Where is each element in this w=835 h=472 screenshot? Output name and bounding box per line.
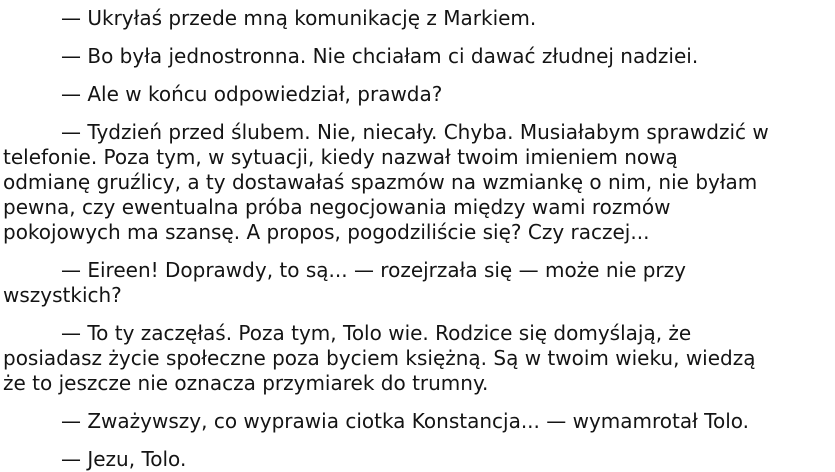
dialogue-paragraph (3, 44, 831, 69)
text-line: pewna, czy ewentualna próba negocjowania między wami rozmów (3, 195, 671, 219)
text-line: — Ale w końcu odpowiedział, prawda? (61, 82, 443, 106)
text-line: — Zważywszy, co wyprawia ciotka Konstancja... — wymamrotał Tolo. (61, 409, 750, 433)
text-line: pokojowych ma szansę. A propos, pogodziliście się? Czy raczej... (3, 220, 650, 244)
text-line: posiadasz życie społeczne poza byciem księżną. Są w twoim wieku, wiedzą (3, 346, 756, 370)
dialogue-paragraph (3, 120, 831, 245)
dialogue-paragraph (3, 6, 831, 31)
dialogue-paragraph (3, 447, 831, 472)
text-line: że to jeszcze nie oznacza przymiarek do trumny. (3, 371, 489, 395)
text-line: wszystkich? (3, 283, 122, 307)
text-line: — Eireen! Doprawdy, to są... — rozejrzała się — może nie przy (61, 258, 686, 282)
dialogue-paragraph (3, 258, 831, 308)
dialogue-paragraph (3, 409, 831, 434)
text-line: — Bo była jednostronna. Nie chciałam ci dawać złudnej nadziei. (61, 44, 699, 68)
text-line: telefonie. Poza tym, w sytuacji, kiedy nazwał twoim imieniem nową (3, 145, 678, 169)
text-line: odmianę gruźlicy, a ty dostawałaś spazmów na wzmiankę o nim, nie byłam (3, 170, 758, 194)
dialogue-paragraph (3, 321, 831, 396)
text-line: — Ukryłaś przede mną komunikację z Markiem. (61, 6, 537, 30)
text-line: — Jezu, Tolo. (61, 447, 187, 471)
text-line: — Tydzień przed ślubem. Nie, niecały. Chyba. Musiałabym sprawdzić w (61, 120, 769, 144)
text-line: — To ty zaczęłaś. Poza tym, Tolo wie. Rodzice się domyślają, że (61, 321, 692, 345)
dialogue-paragraph (3, 82, 831, 107)
